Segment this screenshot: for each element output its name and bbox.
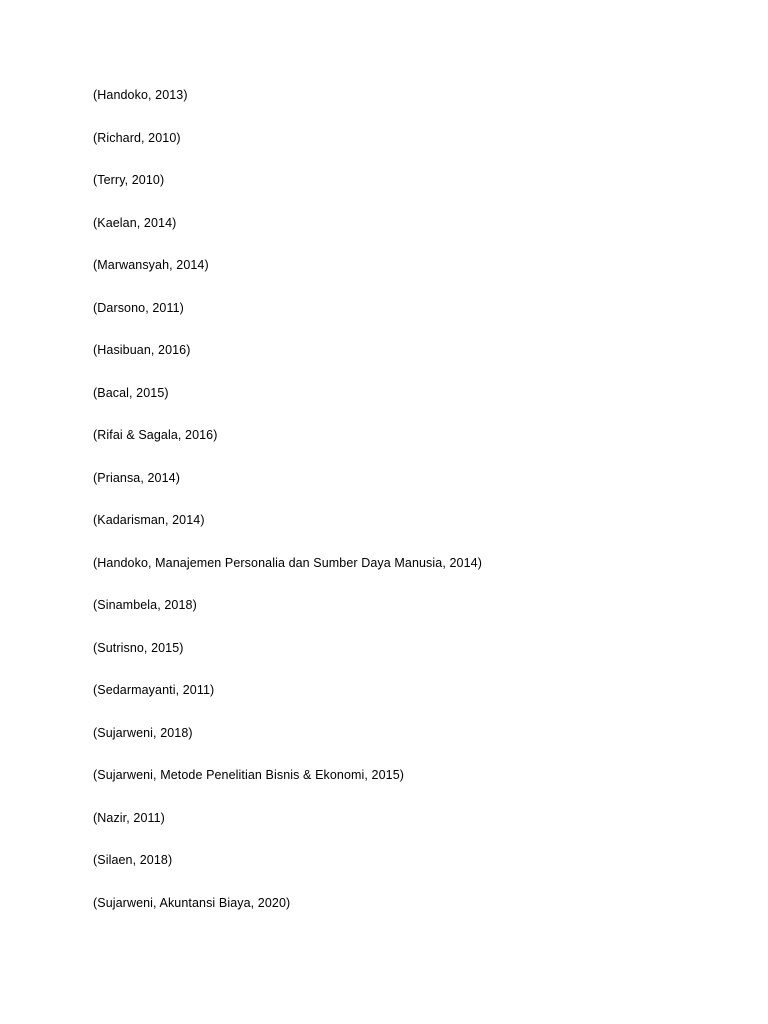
citation-item: (Handoko, 2013) [93, 88, 188, 102]
citation-item: (Sujarweni, Metode Penelitian Bisnis & Ekonomi, 2015) [93, 768, 405, 782]
citation-item: (Sujarweni, Akuntansi Biaya, 2020) [93, 895, 291, 910]
citation-item: (Handoko, Manajemen Personalia dan Sumber Daya Manusia, 2014) [93, 555, 482, 570]
citation-item: (Bacal, 2015) [93, 385, 169, 400]
citation-item: (Sujarweni, 2018) [93, 725, 193, 740]
citation-item: (Rifai & Sagala, 2016) [93, 428, 218, 442]
citation-item: (Priansa, 2014) [93, 470, 180, 485]
citation-item: (Darsono, 2011) [93, 300, 184, 315]
citation-item: (Richard, 2010) [93, 130, 181, 145]
citation-item: (Hasibuan, 2016) [93, 343, 191, 357]
citation-item: (Terry, 2010) [93, 173, 165, 187]
citation-list [93, 86, 482, 936]
citation-item: (Marwansyah, 2014) [93, 258, 209, 272]
citation-item: (Sedarmayanti, 2011) [93, 683, 215, 697]
citation-item: (Kadarisman, 2014) [93, 513, 205, 527]
citation-item: (Sinambela, 2018) [93, 598, 197, 612]
citation-item: (Nazir, 2011) [93, 810, 165, 825]
citation-item: (Kaelan, 2014) [93, 215, 177, 230]
citation-item: (Sutrisno, 2015) [93, 640, 184, 655]
citation-item: (Silaen, 2018) [93, 853, 173, 867]
